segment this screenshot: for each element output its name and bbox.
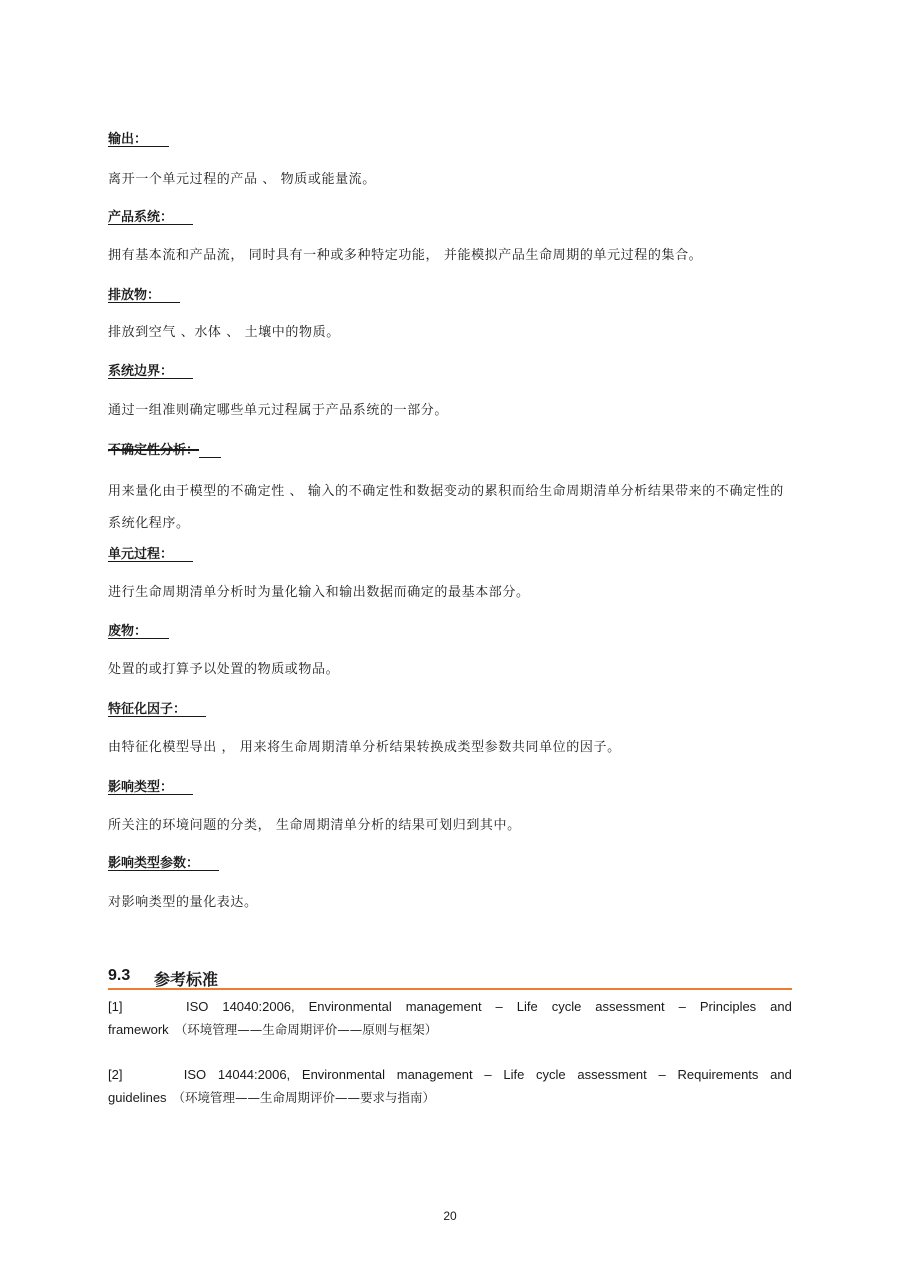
term-heading-waste xyxy=(108,624,169,640)
term-label: 特征化因子： xyxy=(108,702,187,717)
term-heading-characterization-factor xyxy=(108,702,206,718)
term-label: 输出： xyxy=(108,132,148,147)
underline-tail xyxy=(147,624,169,639)
reference-word: 14044:2006, xyxy=(217,1067,291,1082)
term-definition-system-boundary: 通过一组准则确定哪些单元过程属于产品系统的一部分。 xyxy=(108,403,449,418)
reference-text: framework xyxy=(108,1022,169,1037)
term-heading-product-system xyxy=(108,210,193,226)
reference-word: 14040:2006, xyxy=(222,999,295,1014)
reference-word: – xyxy=(495,999,503,1014)
term-label: 产品系统： xyxy=(108,210,174,225)
underline-tail xyxy=(173,364,193,379)
reference-chinese-title: （环境管理——生命周期评价——要求与指南） xyxy=(172,1090,436,1105)
term-label: 单元过程： xyxy=(108,547,174,562)
term-label: 不确定性分析： xyxy=(108,443,200,458)
reference-index: [2] xyxy=(108,1067,123,1082)
underline-tail xyxy=(173,780,193,795)
term-label: 影响类型参数： xyxy=(108,856,200,871)
reference-index: [1] xyxy=(108,999,123,1014)
reference-word: ISO xyxy=(183,1067,207,1082)
term-definition-output: 离开一个单元过程的产品 、 物质或能量流。 xyxy=(108,172,376,187)
term-heading-impact-category xyxy=(108,780,193,796)
term-label: 排放物： xyxy=(108,288,161,303)
reference-word: Principles xyxy=(699,999,757,1014)
term-definition-product-system: 拥有基本流和产品流， 同时具有一种或多种特定功能， 并能模拟产品生命周期的单元过程的集合。 xyxy=(108,248,703,263)
reference-word: assessment xyxy=(595,999,665,1014)
term-label: 影响类型： xyxy=(108,780,174,795)
reference-word: assessment xyxy=(577,1067,647,1082)
reference-word: Life xyxy=(503,1067,525,1082)
reference-word: and xyxy=(770,999,792,1014)
term-definition-impact-category: 所关注的环境问题的分类， 生命周期清单分析的结果可划归到其中。 xyxy=(108,818,521,833)
term-definition-uncertainty-analysis: 用来量化由于模型的不确定性 、 输入的不确定性和数据变动的累积而给生命周期清单分析结果带来的不确定性的系统化程序。 xyxy=(108,484,784,531)
reference-text: guidelines xyxy=(108,1090,167,1105)
underline-tail xyxy=(147,132,169,147)
reference-word: – xyxy=(678,999,686,1014)
section-title: 参考标准 xyxy=(154,970,219,989)
reference-word: and xyxy=(770,1067,792,1082)
reference-word: Requirements xyxy=(677,1067,759,1082)
term-definition-emissions: 排放到空气 、水体 、 土壤中的物质。 xyxy=(108,325,340,340)
term-label: 系统边界： xyxy=(108,364,174,379)
term-definition-characterization-factor: 由特征化模型导出 ， 用来将生命周期清单分析结果转换成类型参数共同单位的因子。 xyxy=(108,740,621,755)
reference-word: – xyxy=(658,1067,666,1082)
underline-tail xyxy=(199,443,221,458)
page-number: 20 xyxy=(443,1209,457,1223)
reference-chinese-title: （环境管理——生命周期评价——原则与框架） xyxy=(174,1022,438,1037)
reference-word: Environmental xyxy=(308,999,392,1014)
reference-word: cycle xyxy=(536,1067,566,1082)
underline-tail xyxy=(199,856,219,871)
reference-word: – xyxy=(484,1067,492,1082)
reference-line-2 xyxy=(108,1018,792,1041)
underline-tail xyxy=(173,210,193,225)
term-heading-system-boundary xyxy=(108,364,193,380)
underline-tail xyxy=(173,547,193,562)
term-definition-unit-process: 进行生命周期清单分析时为量化输入和输出数据而确定的最基本部分。 xyxy=(108,585,530,600)
reference-word: cycle xyxy=(551,999,582,1014)
reference-word: management xyxy=(405,999,482,1014)
reference-line-1 xyxy=(108,1063,792,1086)
term-heading-unit-process xyxy=(108,547,193,563)
term-heading-uncertainty-analysis xyxy=(108,443,221,459)
reference-line-1 xyxy=(108,995,792,1018)
underline-tail xyxy=(160,288,180,303)
reference-word: Life xyxy=(516,999,538,1014)
reference-word: management xyxy=(396,1067,473,1082)
section-number: 9.3 xyxy=(108,967,131,984)
reference-word: Environmental xyxy=(301,1067,386,1082)
term-label: 废物： xyxy=(108,624,148,639)
term-definition-waste: 处置的或打算予以处置的物质或物品。 xyxy=(108,662,340,677)
reference-word: ISO xyxy=(185,999,209,1014)
reference-item xyxy=(108,1063,792,1109)
reference-item xyxy=(108,995,792,1041)
section-heading xyxy=(108,967,792,990)
term-definition-impact-category-indicator: 对影响类型的量化表达。 xyxy=(108,895,258,910)
term-heading-emissions xyxy=(108,288,180,304)
term-heading-output xyxy=(108,132,169,148)
reference-line-2 xyxy=(108,1086,792,1109)
term-heading-impact-category-indicator xyxy=(108,856,219,872)
underline-tail xyxy=(186,702,206,717)
